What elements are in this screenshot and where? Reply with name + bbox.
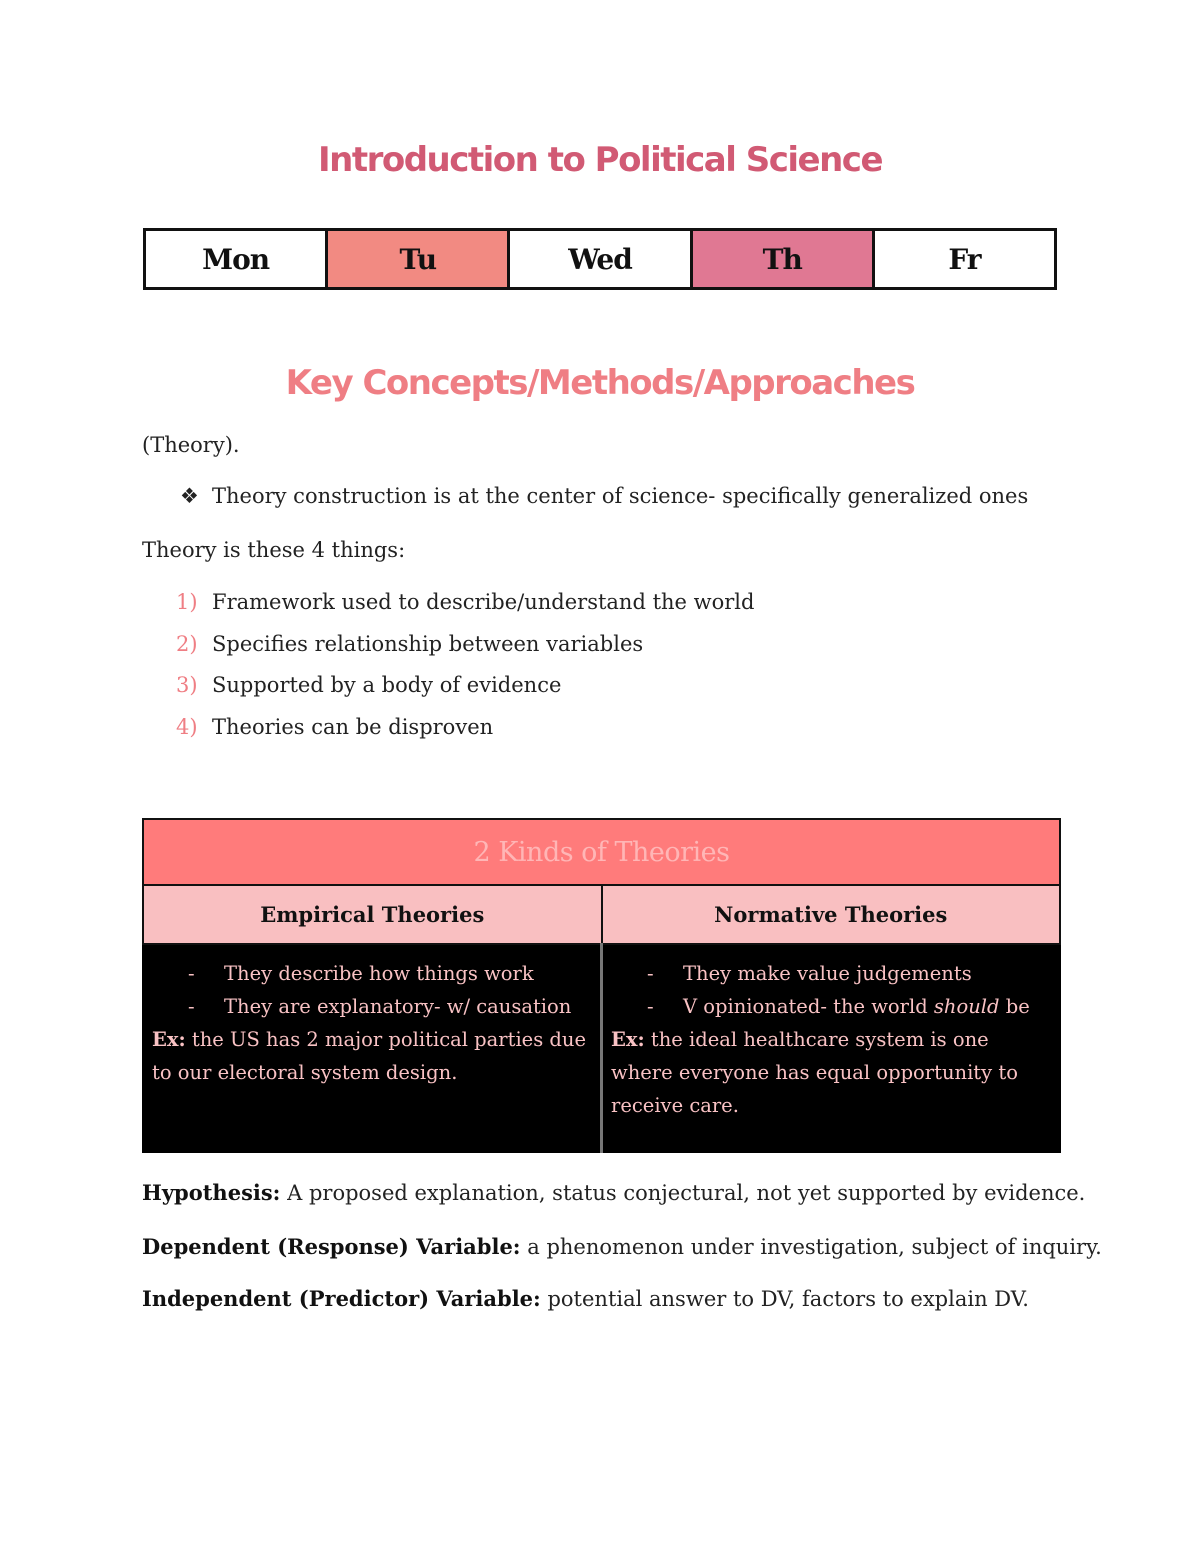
definition-term: Dependent (Response) Variable: <box>142 1234 521 1259</box>
normative-point: V opinionated- the world should be <box>683 995 1030 1018</box>
emphasis-text: should <box>933 995 1000 1018</box>
list-item <box>176 673 754 715</box>
diamond-bullet-icon: ❖ <box>180 484 199 508</box>
day-mon: Mon <box>146 231 328 287</box>
list-item <box>176 632 754 674</box>
list-number: 3) <box>176 673 198 697</box>
definition-dependent-variable <box>142 1234 1102 1259</box>
example-text: the ideal healthcare system is one where everyone has equal opportunity to receive care. <box>611 1028 1018 1117</box>
definition-text: potential answer to DV, factors to explain DV. <box>540 1287 1029 1311</box>
definition-hypothesis <box>142 1180 1085 1205</box>
definition-independent-variable <box>142 1286 1029 1311</box>
definition-text: a phenomenon under investigation, subject of inquiry. <box>520 1235 1102 1259</box>
example-text: the US has 2 major political parties due to our electoral system design. <box>152 1028 587 1084</box>
theories-table <box>142 818 1061 1153</box>
list-number: 4) <box>176 714 198 739</box>
theory-intro: Theory is these 4 things: <box>142 538 406 562</box>
empirical-example <box>152 1028 586 1084</box>
bullet-text: Theory construction is at the center of science- specifically generalized ones <box>212 484 1029 508</box>
example-label: Ex: <box>611 1028 645 1051</box>
list-item: - They describe how things work <box>188 962 534 985</box>
list-item <box>176 590 754 632</box>
day-wed: Wed <box>510 231 692 287</box>
theories-table-header: 2 Kinds of Theories <box>143 819 1060 885</box>
normative-cell <box>602 944 1061 1152</box>
definition-text: A proposed explanation, status conjectural, not yet supported by evidence. <box>280 1181 1086 1205</box>
normative-point: They make value judgements <box>683 962 972 985</box>
list-item: - They make value judgements <box>647 962 972 985</box>
list-number: 2) <box>176 631 198 656</box>
list-item: - They are explanatory- w/ causation <box>188 995 572 1018</box>
list-item: - V opinionated- the world should be <box>647 995 1030 1018</box>
empirical-cell <box>143 944 602 1152</box>
list-number: 1) <box>176 590 198 614</box>
section-heading: Key Concepts/Methods/Approaches <box>285 363 915 403</box>
empirical-header: Empirical Theories <box>143 885 602 944</box>
list-item <box>176 715 754 757</box>
list-text: Theories can be disproven <box>212 714 494 739</box>
weekday-table <box>143 228 1057 290</box>
normative-example <box>611 1028 1018 1117</box>
empirical-point: They are explanatory- w/ causation <box>224 995 572 1018</box>
normative-header: Normative Theories <box>602 885 1061 944</box>
empirical-point: They describe how things work <box>224 962 534 985</box>
example-label: Ex: <box>152 1028 186 1051</box>
list-text: Framework used to describe/understand the world <box>212 590 755 614</box>
definition-term: Independent (Predictor) Variable: <box>142 1286 541 1311</box>
day-fr: Fr <box>875 231 1054 287</box>
list-text: Supported by a body of evidence <box>212 673 562 697</box>
day-th: Th <box>693 231 875 287</box>
theory-label: (Theory). <box>142 433 240 457</box>
definition-term: Hypothesis: <box>142 1180 281 1205</box>
list-text: Specifies relationship between variables <box>212 631 644 656</box>
page-title: Introduction to Political Science <box>317 140 883 180</box>
bullet-item <box>180 484 1028 508</box>
theory-list <box>176 590 754 756</box>
day-tu: Tu <box>328 231 510 287</box>
